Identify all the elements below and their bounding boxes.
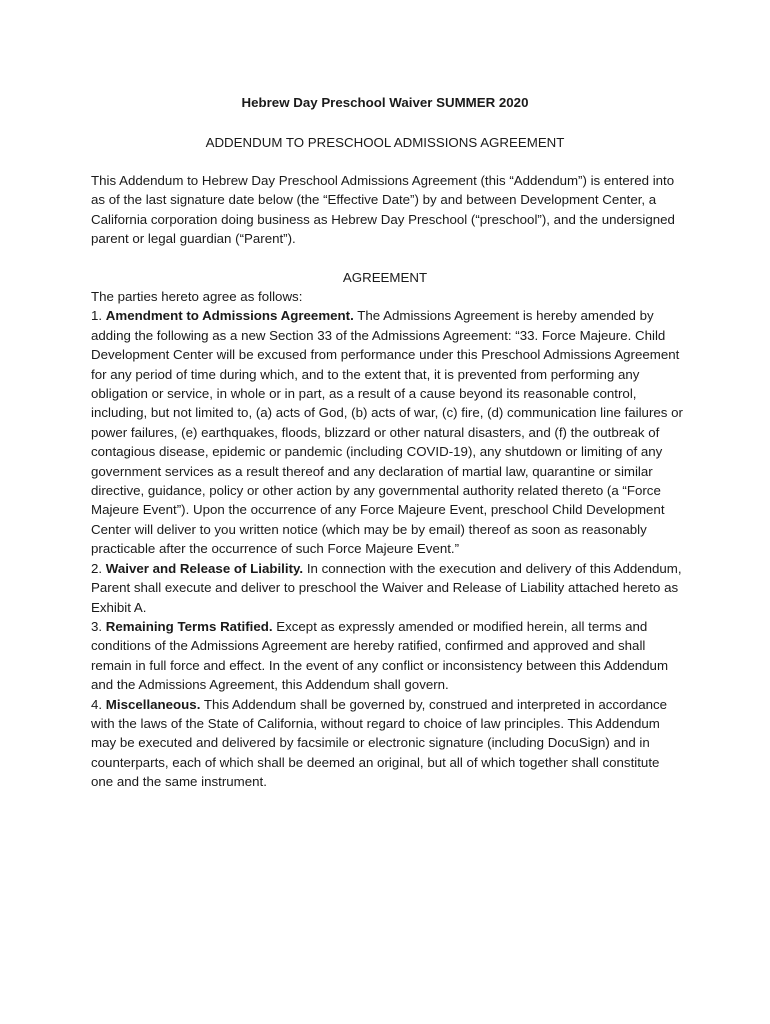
document-title: Hebrew Day Preschool Waiver SUMMER 2020 [241, 95, 529, 110]
clause-text: In connection with the execution and delivery of this Addendum, Parent shall execute and deliver to preschool the Waiver and Release of Liability attached hereto as Exhibit A. [91, 560, 682, 615]
clause-title: Remaining Terms Ratified. [105, 618, 273, 634]
clause-1 [91, 306, 685, 558]
clause-number: 2. [91, 560, 103, 576]
clause-title: Miscellaneous. [105, 696, 201, 712]
clause-title: Waiver and Release of Liability. [105, 560, 304, 576]
clause-text: Except as expressly amended or modified herein, all terms and conditions of the Admissions Agreement are hereby ratified, confirmed and approved and shall remain in full force and effect. In the event of any conflict or inconsistency between this Addendum and the Admissions Agreement, this Addendum shall govern. [91, 618, 669, 693]
clause-text: This Addendum shall be governed by, construed and interpreted in accordance with the laws of the State of California, without regard to choice of law principles. This Addendum may be executed and delivered by facsimile or electronic signature (including DocuSign) and in counterparts, each of which shall be deemed an original, but all of which together shall constitute one and the same instrument. [91, 696, 668, 790]
clauses-section [91, 287, 685, 792]
parties-line: The parties hereto agree as follows: [91, 289, 303, 304]
clause-number: 1. [91, 308, 103, 324]
intro-text: This Addendum to Hebrew Day Preschool Admissions Agreement (this “Addendum”) is entered into as of the last signature date below (the “Effective Date”) by and between Development Center, a California corporation doing business as Hebrew Day Preschool (“preschool”), and the undersigned parent or legal guardian (“Parent”). [91, 173, 675, 247]
clause-4 [91, 695, 685, 792]
document-subtitle: ADDENDUM TO PRESCHOOL ADMISSIONS AGREEMENT [205, 135, 565, 150]
intro-paragraph [91, 171, 685, 249]
clause-2 [91, 559, 685, 617]
clause-number: 3. [91, 618, 103, 634]
clause-text: The Admissions Agreement is hereby amended by adding the following as a new Section 33 of the Admissions Agreement: “33. Force Majeure. Child Development Center will be excused from performance under this Preschool Admissions Agreement for any period of time during which, and to the extent that, it is prevented from performing any obligation or service, in whole or in part, as a result of a cause beyond its reasonable control, including, but not limited to, (a) acts of God, (b) acts of war, (c) fire, (d) communication line failures or power failures, (e) earthquakes, floods, blizzard or other natural disasters, and (f) the outbreak of contagious disease, epidemic or pandemic (including COVID-19), any shutdown or limiting of any government services as a result thereof and any declaration of martial law, quarantine or similar directive, guidance, policy or other action by any governmental authority related thereto (a “Force Majeure Event”). Upon the occurrence of any Force Majeure Event, preschool Child Development Center will deliver to you written notice (which may be by email) thereof as soon as reasonably practicable after the occurrence of such Force Majeure Event.” [91, 308, 683, 557]
clause-title: Amendment to Admissions Agreement. [105, 308, 354, 324]
clause-number: 4. [91, 696, 103, 712]
clause-3 [91, 617, 685, 695]
agreement-heading: AGREEMENT [342, 270, 428, 285]
